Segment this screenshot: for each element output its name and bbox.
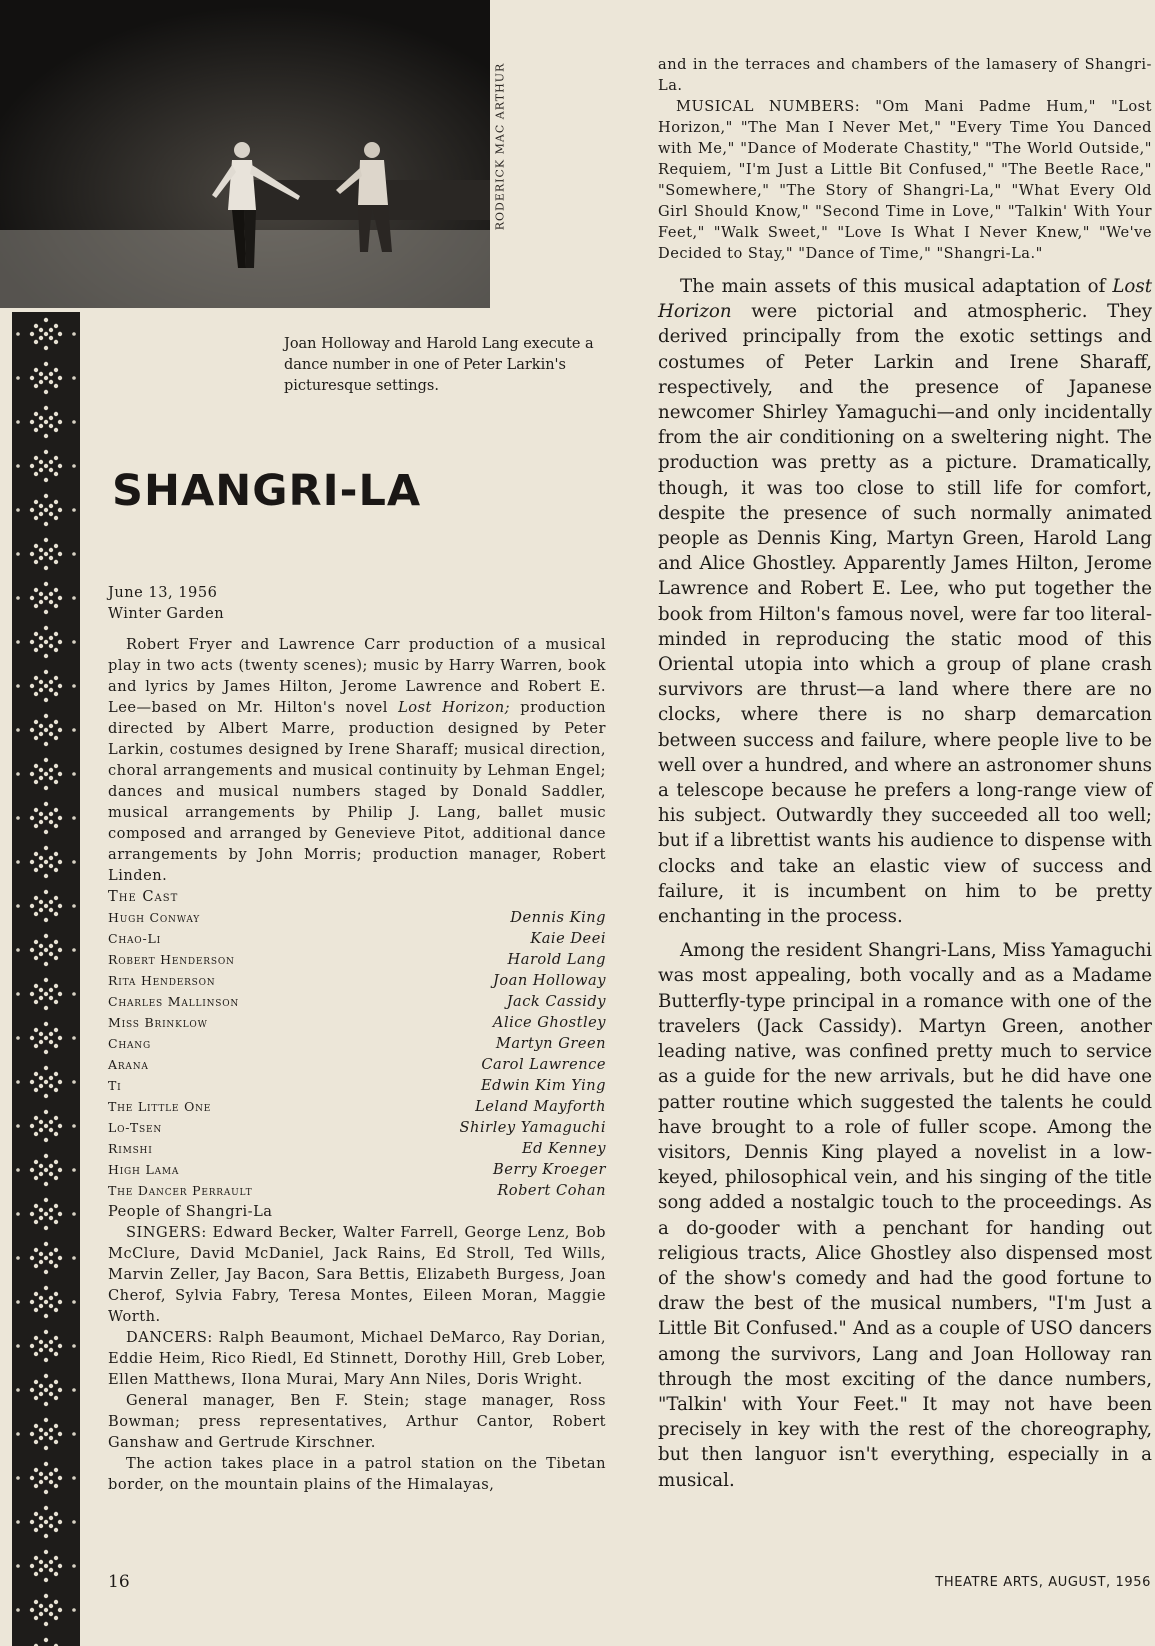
cast-row — [108, 1096, 606, 1117]
cast-role: Charles Mallinson — [108, 994, 240, 1009]
cast-role: Miss Brinklow — [108, 1015, 208, 1030]
people-heading: People of Shangri-La — [108, 1203, 273, 1220]
cast-row — [108, 970, 606, 991]
cast-row — [108, 1075, 606, 1096]
opening-date: June 13, 1956 — [108, 584, 218, 601]
production-credits-column — [108, 582, 606, 1495]
photo-caption: Joan Holloway and Harold Lang execute a dance number in one of Peter Larkin's picturesque settings. — [284, 336, 594, 394]
cast-actor: Carol Lawrence — [481, 1056, 606, 1073]
cast-row — [108, 949, 606, 970]
cast-heading: The Cast — [108, 888, 179, 905]
cast-actor: Leland Mayforth — [475, 1098, 606, 1115]
cast-actor: Jack Cassidy — [506, 993, 606, 1010]
stage-photo — [0, 0, 490, 308]
cast-role: Rita Henderson — [108, 973, 216, 988]
management-credits: General manager, Ben F. Stein; stage manager, Ross Bowman; press representatives, Arthur Cantor, Robert Ganshaw and Gertrude Kirschner. — [108, 1392, 606, 1451]
cast-list — [108, 907, 606, 1201]
production-credits: Robert Fryer and Lawrence Carr production of a musical play in two acts (twenty scenes); music by Harry Warren, book and lyrics by James Hilton, Jerome Lawrence and Robert E. Lee—based on Mr. Hilton's novel Lost Horizon; production directed by Albert Marre, production designed by Peter Larkin, costumes designed by Irene Sharaff; musical direction, choral arrangements and musical continuity by Lehman Engel; dances and musical numbers staged by Donald Saddler, musical arrangements by Philip J. Lang, ballet music composed and arranged by Genevieve Pitot, additional dance arrangements by John Morris; production manager, Robert Linden. — [108, 636, 607, 884]
cast-row — [108, 1159, 606, 1180]
page-number: 16 — [108, 1572, 130, 1592]
page-title: SHANGRI-LA — [112, 466, 422, 516]
cast-actor: Ed Kenney — [522, 1140, 606, 1157]
review-paragraph-1: The main assets of this musical adaptation of Lost Horizon were pictorial and atmospheric. They derived principally from the exotic settings and costumes of Peter Larkin and Irene Sharaff, respectively, and the presence of Japanese newcomer Shirley Yamaguchi—and only incidentally from the air conditioning on a sweltering night. The production was pretty as a picture. Dramatically, though, it was too close to still life for comfort, despite the presence of such normally animated people as Dennis King, Martyn Green, Harold Lang and Alice Ghostley. Apparently James Hilton, Jerome Lawrence and Robert E. Lee, who put together the book from Hilton's famous novel, were far too literal-minded in reproducing the static mood of this Oriental utopia into which a group of plane crash survivors are thrust—a land where there are no clocks, where there is no sharp demarcation between success and failure, where people live to be well over a hundred, and where an astronomer shuns a telescope because he prefers a long-range view of his subject. Outwardly they succeeded all too well; but if a librettist wants his audience to dispense with clocks and take an elastic view of success and failure, it is incumbent on him to be pretty enchanting in the process. — [658, 276, 1152, 928]
cast-role: Chang — [108, 1036, 151, 1051]
cast-actor: Kaie Deei — [530, 930, 606, 947]
cast-actor: Martyn Green — [495, 1035, 606, 1052]
dot-pattern — [12, 312, 80, 1646]
cast-role: Ti — [108, 1078, 122, 1093]
cast-row — [108, 1117, 606, 1138]
setting-text: The action takes place in a patrol station on the Tibetan border, on the mountain plains of the Himalayas, — [108, 1455, 606, 1493]
cast-role: Hugh Conway — [108, 910, 200, 925]
cast-actor: Edwin Kim Ying — [480, 1077, 606, 1094]
photo-credit: RODERICK MAC ARTHUR — [490, 0, 514, 308]
cast-row — [108, 928, 606, 949]
cast-row — [108, 991, 606, 1012]
review-column — [658, 54, 1152, 1493]
cast-row — [108, 1054, 606, 1075]
cast-row — [108, 1180, 606, 1201]
cast-row — [108, 1138, 606, 1159]
cast-actor: Robert Cohan — [497, 1182, 606, 1199]
cast-actor: Joan Holloway — [493, 972, 606, 989]
theatre-name: Winter Garden — [108, 605, 225, 622]
cast-role: Robert Henderson — [108, 952, 235, 967]
cast-role: Rimshi — [108, 1141, 153, 1156]
musical-numbers: MUSICAL NUMBERS: "Om Mani Padme Hum," "Lost Horizon," "The Man I Never Met," "Every Time You Danced with Me," "Dance of Moderate Chastity," "The World Outside," Requiem, "I'm Just a Little Bit Confused," "The Beetle Race," "Somewhere," "The Story of Shangri-La," "What Every Old Girl Should Know," "Second Time in Love," "Talkin' With Your Feet," "Walk Sweet," "Love Is What I Never Knew," "We've Decided to Stay," "Dance of Time," "Shangri-La." — [658, 98, 1152, 262]
cast-actor: Berry Kroeger — [493, 1161, 606, 1178]
dancers-list: DANCERS: Ralph Beaumont, Michael DeMarco, Ray Dorian, Eddie Heim, Rico Riedl, Ed Stinnett, Dorothy Hill, Greb Lober, Ellen Matthews, Ilona Murai, Mary Ann Niles, Doris Wright. — [108, 1329, 606, 1388]
cast-role: Lo-Tsen — [108, 1120, 163, 1135]
cast-actor: Alice Ghostley — [492, 1014, 606, 1031]
cast-actor: Harold Lang — [507, 951, 606, 968]
cast-actor: Dennis King — [510, 909, 606, 926]
setting-continued: and in the terraces and chambers of the lamasery of Shangri-La. — [658, 56, 1152, 94]
cast-role: High Lama — [108, 1162, 180, 1177]
cast-role: Arana — [108, 1057, 149, 1072]
review-paragraph-2: Among the resident Shangri-Lans, Miss Yamaguchi was most appealing, both vocally and as a Madame Butterfly-type principal in a romance with one of the travelers (Jack Cassidy). Martyn Green, another leading native, was confined pretty much to service as a guide for the new arrivals, but he did have one patter routine which suggested the talents he could have brought to a role of fuller scope. Among the visitors, Dennis King played a novelist in a low-keyed, philosophical vein, and his singing of the title song added a nostalgic touch to the proceedings. As a do-gooder with a penchant for handing out religious tracts, Alice Ghostley also dispensed most of the show's comedy and had the good fortune to draw the best of the musical numbers, "I'm Just a Little Bit Confused." And as a couple of USO dancers among the survivors, Lang and Joan Holloway ran through the most exciting of the dance numbers, "Talkin' with Your Feet." It may not have been precisely in key with the rest of the choreography, but then languor isn't everything, especially in a musical. — [658, 940, 1152, 1491]
cast-actor: Shirley Yamaguchi — [459, 1119, 606, 1136]
cast-role: The Little One — [108, 1099, 212, 1114]
cast-row — [108, 1012, 606, 1033]
cast-role: Chao-Li — [108, 931, 161, 946]
decorative-dot-border — [12, 312, 80, 1646]
cast-row — [108, 1033, 606, 1054]
cast-role: The Dancer Perrault — [108, 1183, 253, 1198]
publication-footer: THEATRE ARTS, AUGUST, 1956 — [935, 1575, 1151, 1590]
cast-row — [108, 907, 606, 928]
singers-list: SINGERS: Edward Becker, Walter Farrell, George Lenz, Bob McClure, David McDaniel, Jack Rains, Ed Stroll, Ted Wills, Marvin Zeller, Jay Bacon, Sara Bettis, Elizabeth Burgess, Joan Cherof, Sylvia Fabry, Teresa Montes, Eileen Moran, Maggie Worth. — [108, 1224, 606, 1325]
dancers-illustration — [0, 0, 490, 308]
